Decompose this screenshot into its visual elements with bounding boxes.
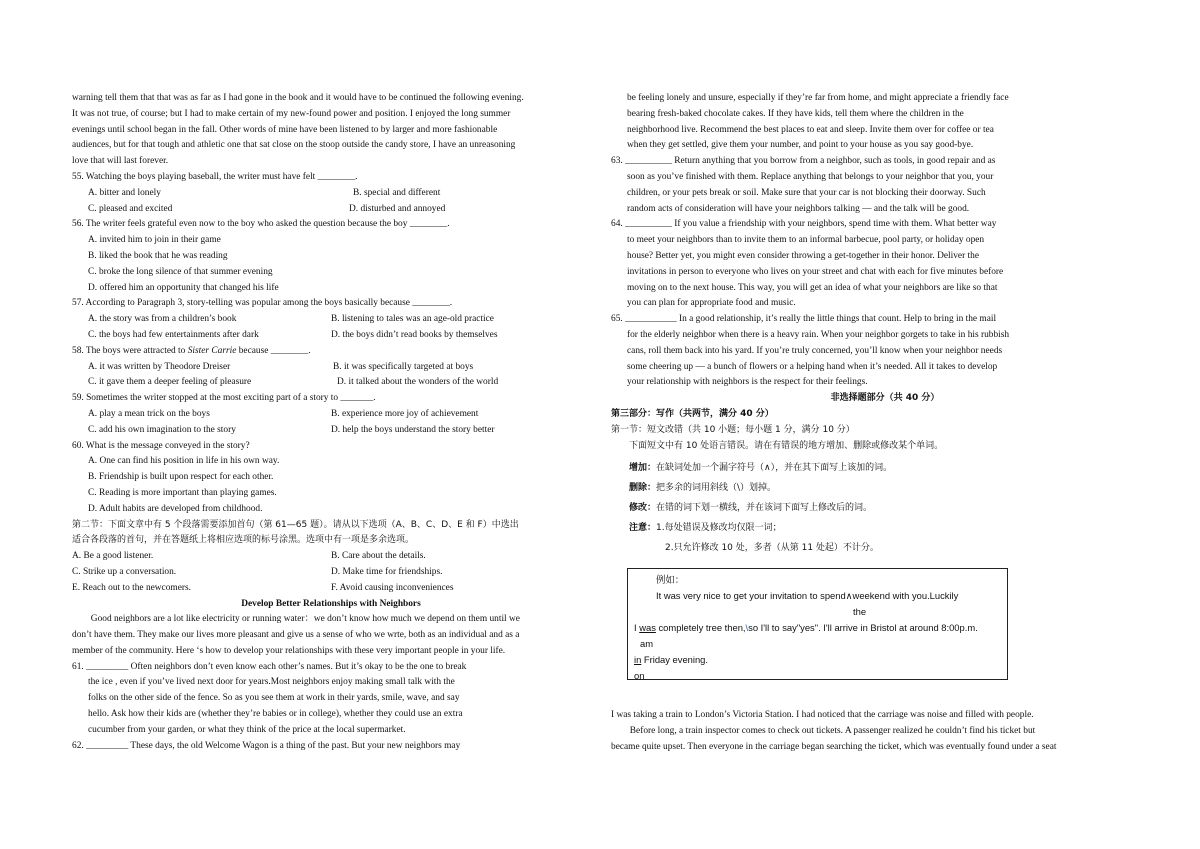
- question-stem-59: 59. Sometimes the writer stopped at the most exciting part of a story to _______.: [72, 393, 376, 404]
- option-59a: A. play a mean trick on the boys: [88, 408, 210, 419]
- choice-b: B. Care about the details.: [331, 551, 426, 562]
- q61-line: cucumber from your garden, or what they think of the price at the local supermarket.: [88, 724, 406, 735]
- option-59d: D. help the boys understand the story better: [331, 424, 495, 435]
- example-line-4: in Friday evening.: [634, 654, 708, 666]
- q64-line: moving on to the next house. This way, you will get an idea of what your neighbors are like so that: [627, 282, 998, 293]
- example-box: [627, 568, 1008, 680]
- section2-intro-cont: 适合各段落的首句，并在答题纸上将相应选项的标号涂黑。选项中有一项是多余选项。: [72, 535, 415, 546]
- option-55a: A. bitter and lonely: [88, 187, 161, 198]
- option-56a: A. invited him to join in their game: [88, 235, 221, 246]
- q64-line: house? Better yet, you might even consider throwing a get-together in their honor. Deliver the: [627, 250, 979, 261]
- rule-delete: 删除：把多余的词用斜线（\）划掉。: [629, 483, 777, 494]
- option-57b: B. listening to tales was an age-old practice: [331, 314, 494, 325]
- option-55d: D. disturbed and annoyed: [349, 203, 446, 214]
- passage-line: became quite upset. Then everyone in the carriage began searching the ticket, which was eventually found under a seat: [611, 741, 1057, 752]
- option-59b: B. experience more joy of achievement: [331, 408, 479, 419]
- option-58a: A. it was written by Theodore Dreiser: [88, 361, 231, 372]
- q65-line: for the elderly neighbor when there is a heavy rain. When your neighbor gorgets to take in his rubbish: [627, 329, 1010, 340]
- article-paragraph-line: member of the community. Here ‘s how to develop your relationships with these very important people in your life.: [72, 645, 506, 656]
- q64-line: to meet your neighbors than to invite them to an informal barbecue, pool party, or holiday open: [627, 235, 985, 246]
- option-57d: D. the boys didn’t read books by themselves: [331, 329, 498, 340]
- q65-line: cans, roll them back into his yard. If you’re truly concerned, you’ll know when your neighbor needs: [627, 345, 1003, 356]
- option-58b: B. it was specifically targeted at boys: [333, 361, 474, 372]
- article-paragraph-line: Good neighbors are a lot like electricity or running water：we don’t know how much we depend on them until we: [90, 614, 520, 625]
- section1-title: 第一节：短文改错（共 10 小题；每小题 1 分，满分 10 分）: [611, 424, 855, 435]
- passage-line: It was not true, of course; but I had to make certain of my new-found power and position. I enjoyed the long summer: [72, 108, 511, 119]
- option-60b: B. Friendship is built upon respect for each other.: [88, 472, 274, 483]
- option-57a: A. the story was from a children’s book: [88, 314, 237, 325]
- options-row: [72, 186, 590, 202]
- choice-e: E. Reach out to the newcomers.: [72, 582, 191, 593]
- q61-line: folks on the other side of the fence. So as you see them at work in their yards, smile, wave, and say: [88, 693, 460, 704]
- choice-row: [72, 581, 590, 597]
- section2-intro: 第二节：下面文章中有 5 个段落需要添加首句（第 61—65 题）。请从以下选项（A、B、C、D、E 和 F）中选出: [72, 519, 519, 530]
- q64-line: 64. __________ If you value a friendship with your neighbors, spend time with them. What better way: [611, 219, 997, 230]
- option-57c: C. the boys had few entertainments after dark: [88, 329, 259, 340]
- q61-line: hello. Ask how their kids are (whether they’re babies or in college), whether they could use an extra: [88, 709, 463, 720]
- q61-line: 61. _________ Often neighbors don’t even know each other’s names. But it’s okay to be the one to break: [72, 661, 467, 672]
- section1-desc: 下面短文中有 10 处语言错误。请在有错误的地方增加、删除或修改某个单词。: [629, 440, 944, 451]
- choice-f: F. Avoid causing inconveniences: [331, 582, 454, 593]
- passage-line: love that will last forever.: [72, 156, 169, 167]
- left-column: [72, 91, 590, 754]
- passage-line: evenings until school began in the fall. Other words of mine have been listened to by larger and more fashionable: [72, 124, 498, 135]
- nonchoice-section-title: 非选择题部分（共 40 分）: [830, 393, 940, 404]
- q62-cont-line: neighborhood live. Recommend the best places to eat and sleep. Invite them over for coffee or tea: [627, 124, 994, 135]
- article-title: Develop Better Relationships with Neighbors: [241, 598, 421, 609]
- q65-line: your relationship with neighbors is the respect for their feelings.: [627, 377, 868, 388]
- right-column: [611, 91, 1159, 680]
- q62-cont-line: when they get settled, give them your number, and point to your house as you say good-bye.: [627, 140, 974, 151]
- option-56c: C. broke the long silence of that summer evening: [88, 266, 273, 277]
- article-paragraph-line: don’t have them. They make our lives more pleasant and give us a sense of who we wrte, both as an individual and as a: [72, 630, 520, 641]
- option-58d: D. it talked about the wonders of the world: [337, 377, 499, 388]
- option-55c: C. pleased and excited: [88, 203, 173, 214]
- part3-title: 第三部分：写作（共两节，满分 40 分）: [611, 408, 774, 419]
- book-title: Sister Carrie: [187, 345, 237, 356]
- q62-cont-line: bearing fresh-baked chocolate cakes. If they have kids, tell them where the children in the: [627, 108, 964, 119]
- question-stem-56: 56. The writer feels grateful even now to the boy who asked the question because the boy ________.: [72, 219, 450, 230]
- choice-row: [72, 565, 590, 581]
- options-row: [72, 407, 590, 423]
- choice-d: D. Make time for friendships.: [331, 566, 443, 577]
- option-60d: D. Adult habits are developed from childhood.: [88, 503, 263, 514]
- q61-line: the ice , even if you’ve lived next door for years.Most neighbors enjoy making small talk with the: [88, 677, 455, 688]
- q64-line: you can plan for appropriate food and music.: [627, 298, 796, 309]
- q62-cont-line: be feeling lonely and unsure, especially if they’re far from home, and might appreciate a friendly face: [627, 93, 1009, 103]
- option-58c: C. it gave them a deeper feeling of pleasure: [88, 377, 252, 388]
- option-56d: D. offered him an opportunity that changed his life: [88, 282, 279, 293]
- question-stem-58: 58. The boys were attracted to Sister Carrie because ________.: [72, 345, 311, 356]
- question-stem-60: 60. What is the message conveyed in the story?: [72, 440, 250, 451]
- example-line-2: I was completely tree then,\so I'll to say"yes". I'll arrive in Bristol at around 8:00p.m.: [634, 622, 978, 634]
- rule-note: 注意：1.每处错误及修改均仅限一词；: [629, 523, 782, 534]
- option-60a: A. One can find his position in life in his own way.: [88, 456, 280, 467]
- question-stem-57: 57. According to Paragraph 3, story-telling was popular among the boys basically because ________.: [72, 298, 453, 309]
- options-row: [72, 423, 590, 439]
- choice-c: C. Strike up a conversation.: [72, 566, 177, 577]
- rule-modify: 修改：在错的词下划一横线，并在该词下面写上修改后的词。: [629, 503, 873, 514]
- example-insert-word: the: [853, 606, 867, 618]
- rule-add: 增加：在缺词处加一个漏字符号（∧），并在其下面写上该加的词。: [629, 463, 893, 474]
- option-59c: C. add his own imagination to the story: [88, 424, 236, 435]
- option-56b: B. liked the book that he was reading: [88, 250, 228, 261]
- q65-line: 65. ___________ In a good relationship, it’s really the little things that count. Help to bring in the mail: [611, 314, 997, 325]
- options-row: [72, 312, 590, 328]
- q63-line: children, or your pets break or soil. Make sure that your car is not blocking their doorway. Such: [627, 187, 986, 198]
- passage-line: Before long, a train inspector comes to check out tickets. A passenger realized he couldn’t find his ticket but: [629, 725, 1036, 736]
- question-stem-55: 55. Watching the boys playing baseball, the writer must have felt ________.: [72, 171, 358, 182]
- strike-mark-icon: \: [745, 622, 749, 634]
- passage-line: I was taking a train to London’s Victoria Station. I had noticed that the carriage was noise and filled with people.: [611, 710, 1034, 720]
- example-correction-on: on: [634, 670, 645, 682]
- choice-row: [72, 549, 590, 565]
- example-correction-am: am: [640, 638, 654, 650]
- q63-line: 63. __________ Return anything that you borrow from a neighbor, such as tools, in good repair and as: [611, 156, 996, 167]
- q63-line: random acts of consideration will have your neighbors talking — and the talk will be good.: [627, 203, 970, 214]
- example-label: 例如：: [656, 574, 685, 586]
- q64-line: invitations in person to everyone who lives on your street and chat with each for five minutes before: [627, 266, 1004, 277]
- options-row: [72, 328, 590, 344]
- option-60c: C. Reading is more important than playing games.: [88, 487, 277, 498]
- choice-a: A. Be a good listener.: [72, 551, 154, 562]
- error-correction-passage: [611, 708, 1159, 755]
- option-55b: B. special and different: [353, 187, 441, 198]
- example-line-1: It was very nice to get your invitation to spend∧weekend with you.Luckily: [656, 590, 959, 602]
- rule-note-2: 2.只允许修改 10 处，多者（从第 11 处起）不计分。: [665, 543, 879, 554]
- options-row: [72, 360, 590, 376]
- passage-line: warning tell them that that was as far as I had gone in the book and it would have to be continued the following evening.: [72, 93, 524, 103]
- q62-line: 62. _________ These days, the old Welcome Wagon is a thing of the past. But your new neighbors may: [72, 740, 461, 751]
- q63-line: soon as you’ve finished with them. Replace anything that belongs to your neighbor that you, your: [627, 171, 994, 182]
- q65-line: some cheering up — a bunch of flowers or a helping hand when it’s needed. All it takes to develop: [627, 361, 998, 372]
- passage-line: audiences, but for that tough and athletic one that sat close on the stoop outside the candy store, I have an unreasoning: [72, 140, 516, 151]
- options-row: [72, 375, 590, 391]
- options-row: [72, 202, 590, 218]
